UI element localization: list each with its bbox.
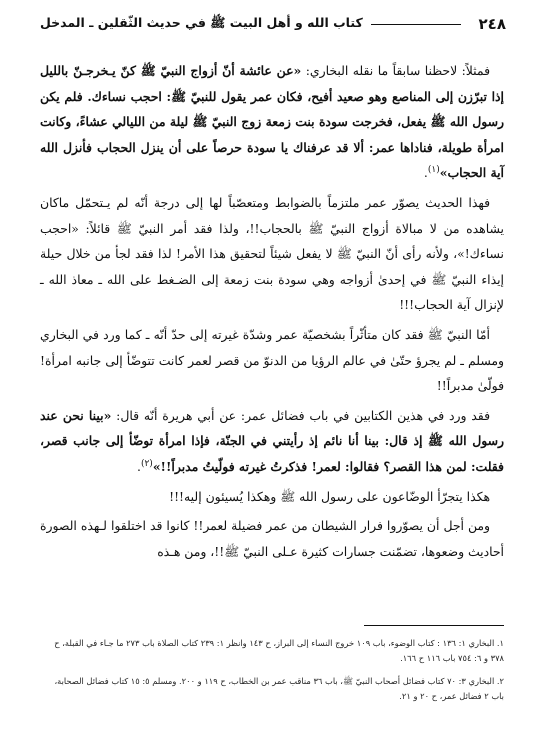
paragraph-ending: . (423, 165, 428, 181)
footnote-separator (364, 625, 504, 626)
footnote-mark[interactable]: (٢) (140, 458, 153, 469)
footnotes (40, 636, 504, 712)
page-header (40, 10, 506, 38)
footnote-2: ٢. البخاري ٣: ٧٠ كتاب فضائل أصحاب النبيّ ﷺ، باب ٣٦ مناقب عمر بن الخطاب، ح ١١٩ و ٢٠٠. ومسلم ٥: ١٥ كتاب فضائل الصحابة، باب ٢ فضائل عمر، ح ٢٠ و ٢١. (54, 676, 504, 701)
header-rule (371, 24, 461, 25)
page-body (40, 58, 504, 568)
paragraph-2: فهذا الحديث يصوّر عمر ملتزماً بالضوابط ومتعصّباً لها إلى درجة أنّه لم يـتحمّل ماكان يشاهده من لا مبالاة أزواج النبيّ ﷺ بالحجاب!!، ولذا فقد أمر النبيّ ﷺ قائلاً: «احجب نساءك!»، ولأنه رأى أنّ النبيّ ﷺ لا يفعل شيئاً لتحقيق هذا الأمر! لذا فقد لجأ من خلال حيلة إيذاء النبيّ ﷺ في إحدىٰ أزواجه وهي سودة بنت زمعة إلى الضـغط على الله ـ معاذ الله ـ لإنزال آية الحجاب!!! (40, 194, 504, 313)
page-number: ٢٤٨ (478, 15, 506, 33)
paragraph-3: أمّا النبيّ ﷺ فقد كان متأثّراً بشخصيّة عمر وشدّة غيرته إلى حدّ أنّه ـ كما ورد في البخاري ومسلم ـ لم يجرؤ حتّىٰ في عالم الرؤيا من الدنوّ من قصر لعمر كانت تتوضّأ إلى جانبه امرأة! فولّىٰ مدبراً!! (40, 326, 504, 394)
paragraph-4 (40, 403, 504, 480)
paragraph-1 (40, 58, 504, 186)
paragraph-5: هكذا يتجرّأ الوضّاعون على رسول الله ﷺ وهكذا يُسيئون إليه!!! (169, 488, 490, 504)
hadith-quote: «بينا نحن عند رسول الله ﷺ إذ قال: بينا أنا نائم إذ رأيتني في الجنّة، فإذا امرأة توضّأ إلى جانب قصر، فقلت: لمن هذا القصر؟ فقالوا: لعمر! فذكرتُ غيرته فولّيتُ مدبراً!!» (40, 407, 504, 474)
hadith-quote: «عن عائشة أنّ أزواج النبيّ ﷺ كنّ يـخرجـنّ بالليل إذا تبرّزن إلى المناصع وهو صعيد أفيح، فكان عمر يقول للنبيّ ﷺ: احجب نساءك. فلم يكن رسول الله ﷺ يفعل، فخرجت سودة بنت زمعة زوج النبيّ ﷺ ليلة من الليالي عشاءً، وكانت امرأة طويلة، فناداها عمر: ألا قد عرفناك يا سودة حرصاً على أن ينزل الحجاب فأنزل الله آية الحجاب» (40, 63, 504, 181)
footnote-mark[interactable]: (١) (427, 165, 440, 176)
paragraph-intro: فقد ورد في هذين الكتابين في باب فضائل عمر: عن أبي هريرة أنّه قال: (111, 407, 490, 423)
footnote-1: ١. البخاري ١: ١٣٦ : كتاب الوضوء، باب ١٠٩ خروج النساء إلى البراز، ح ١٤٣ وانظر ١: ٢٣٩ كتاب الصلاة باب ٢٧٣ ما جـاء في القبلة، ح ٣٧٨ و ٦: ٧٥٤ باب ١١٦ ح ١٦٦. (54, 638, 504, 663)
paragraph-6: ومن أجل أن يصوّروا فرار الشيطان من عمر فضيلة لعمر!! كانوا قد اختلقوا لـهذه الصورة أحاديث وضعوها، تضمّنت جسارات كثيرة عـلى النبيّ ﷺ!!، ومن هـذه (40, 518, 504, 559)
paragraph-ending: . (136, 458, 141, 474)
running-title: كتاب الله و أهل البيت ﷺ في حديث الثّقلين ـ المدخل (40, 14, 363, 30)
paragraph-intro: فمثلاً: لاحظنا سابقاً ما نقله البخاري: (301, 63, 490, 78)
